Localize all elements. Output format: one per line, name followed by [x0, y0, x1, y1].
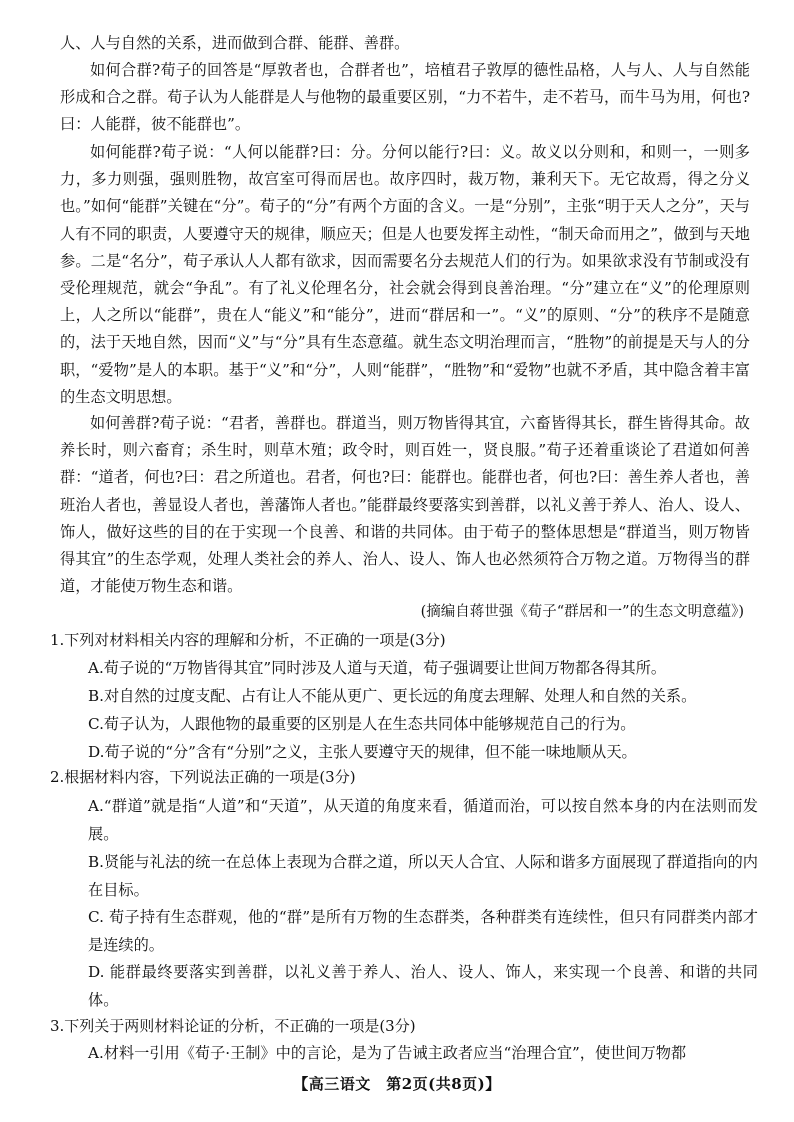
source-citation: (摘编自蒋世强《荀子“群居和一”的生态文明意蕴》) [420, 604, 744, 620]
question-2-stem: 2.根据材料内容，下列说法正确的一项是(3分) [50, 768, 356, 786]
question-1-option-b: B.对自然的过度支配、占有让人不能从更广、更长远的角度去理解、处理人和自然的关系。 [88, 687, 697, 705]
paragraph-he-qun: 如何合群?荀子的回答是“厚敦者也，合群者也”，培植君子敦厚的德性品格，人与人、人与自然能形成和合之群。荀子认为人能群是人与他物的最重要区别，“力不若牛，走不若马，而牛马为用，何也?曰：人能群，彼不能群也”。 [60, 61, 750, 134]
page-footer: 【高三语文 第2页(共8页)】 [293, 1075, 501, 1093]
paragraph-intro-tail: 人、人与自然的关系，进而做到合群、能群、善群。 [60, 34, 410, 52]
paragraph-neng-qun: 如何能群?荀子说：“人何以能群?曰：分。分何以能行?曰：义。故义以分则和，和则一，一则多力，多力则强，强则胜物，故宫室可得而居也。故序四时，裁万物，兼利天下。无它故焉，得之分义也。”如何“能群”关键在“分”。荀子的“分”有两个方面的含义。一是“分别”，主张“明于天人之分”，天与人有不同的职责，人要遵守天的规律，顺应天；但是人也要发挥主动性，“制天命而用之”，做到与天地参。二是“名分”，荀子承认人人都有欲求，因而需要名分去规范人们的行为。如果欲求没有节制或没有受伦理规范，就会“争乱”。有了礼义伦理名分，社会就会得到良善治理。“分”建立在“义”的伦理原则上，人之所以“能群”，贵在人“能义”和“能分”，进而“群居和一”。“义”的原则、“分”的秩序不是随意的，法于天地自然，因而“义”与“分”具有生态意蕴。就生态文明治理而言，“胜物”的前提是天与人的分职，“爱物”是人的本职。基于“义”和“分”，人则“能群”，“胜物”和“爱物”也就不矛盾，其中隐含着丰富的生态文明思想。 [60, 143, 750, 406]
question-1-stem: 1.下列对材料相关内容的理解和分析，不正确的一项是(3分) [50, 631, 446, 649]
question-2-option-b: B.贤能与礼法的统一在总体上表现为合群之道，所以天人合宜、人际和谐多方面展现了群道指向的内在目标。 [88, 853, 758, 899]
question-2-option-c: C. 荀子持有生态群观，他的“群”是所有万物的生态群类，各种群类有连续性，但只有同群类内部才是连续的。 [88, 908, 758, 954]
question-2-option-a: A.“群道”就是指“人道”和“天道”，从天道的角度来看，循道而治，可以按自然本身的内在法则而发展。 [88, 797, 758, 843]
question-2-option-d: D. 能群最终要落实到善群，以礼义善于养人、治人、设人、饰人，来实现一个良善、和谐的共同体。 [88, 963, 758, 1009]
question-1-option-d: D.荀子说的“分”含有“分别”之义，主张人要遵守天的规律，但不能一味地顺从天。 [88, 743, 637, 761]
question-1-option-a: A.荀子说的“万物皆得其宜”同时涉及人道与天道，荀子强调要让世间万物都各得其所。 [88, 659, 667, 677]
question-1-option-c: C.荀子认为，人跟他物的最重要的区别是人在生态共同体中能够规范自己的行为。 [88, 715, 636, 733]
paragraph-shan-qun: 如何善群?荀子说：“君者，善群也。群道当，则万物皆得其宜，六畜皆得其长，群生皆得其命。故养长时，则六畜育；杀生时，则草木殖；政令时，则百姓一，贤良服。”荀子还着重谈论了君道如何善群：“道者，何也?曰：君之所道也。君者，何也?曰：能群也。能群也者，何也?曰：善生养人者也，善班治人者也，善显设人者也，善藩饰人者也。”能群最终要落实到善群，以礼义善于养人、治人、设人、饰人，做好这些的目的在于实现一个良善、和谐的共同体。由于荀子的整体思想是“群道当，则万物皆得其宜”的生态学观，处理人类社会的养人、治人、设人、饰人也必然须符合万物之道。万物得当的群道，才能使万物生态和谐。 [60, 414, 750, 596]
question-3-stem: 3.下列关于两则材料论证的分析，不正确的一项是(3分) [50, 1017, 416, 1035]
question-3-option-a: A.材料一引用《荀子·王制》中的言论，是为了告诫主政者应当“治理合宜”，使世间万物都 [88, 1044, 687, 1062]
